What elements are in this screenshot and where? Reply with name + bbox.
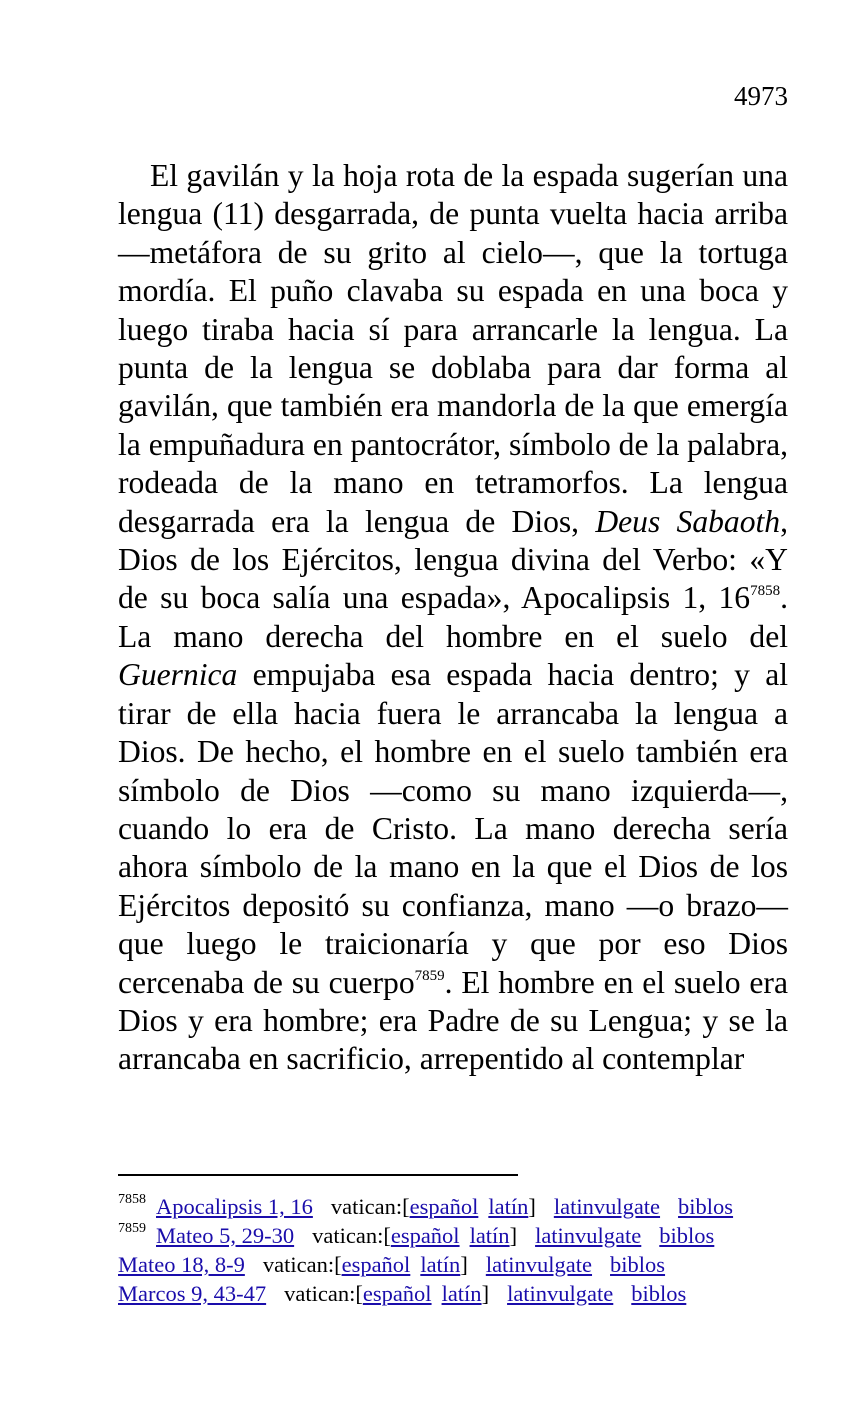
latin-link[interactable]: latín xyxy=(441,1281,482,1306)
body-text-part-4: empujaba esa espada hacia dentro; y al tirar de ella hacia fuera le arrancaba la lengua a Dios. De hecho, el hombre en el suelo también era símbolo de Dios —como su mano izquierda—, cuando lo era de Cristo. La mano derecha sería ahora símbolo de la mano en la que el Dios de los Ejércitos depositó su confianza, mano —o brazo— que luego le traicionaría y que por eso Dios cercenaba de su cuerpo xyxy=(118,657,788,1000)
footnote-line xyxy=(118,1250,798,1279)
vatican-prefix: vatican:[ xyxy=(284,1281,363,1306)
body-text-part-2: , Dios de los Ejércitos, lengua divina del Verbo: «Y de su boca salía una espada», Apocalipsis 1, 16 xyxy=(118,503,788,616)
latinvulgate-link[interactable]: latinvulgate xyxy=(535,1223,642,1248)
vatican-suffix: ] xyxy=(460,1252,468,1277)
spanish-link[interactable]: español xyxy=(390,1223,460,1248)
body-text-part-3: . La mano derecha del hombre en el suelo del xyxy=(118,580,788,654)
latinvulgate-link[interactable]: latinvulgate xyxy=(507,1281,614,1306)
spanish-link[interactable]: español xyxy=(409,1194,479,1219)
footnote-line xyxy=(118,1221,798,1250)
body-text-part-1: El gavilán y la hoja rota de la espada sugerían una lengua (11) desgarrada, de punta vuelta hacia arriba —metáfora de su grito al cielo—, que la tortuga mordía. El puño clavaba su espada en una boca y luego tiraba hacia sí para arrancarle la lengua. La punta de la lengua se doblaba para dar forma al gavilán, que también era mandorla de la que emergía la empuñadura en pantocrátor, símbolo de la palabra, rodeada de la mano en tetramorfos. La lengua desgarrada era la lengua de Dios, xyxy=(118,158,788,539)
vatican-suffix: ] xyxy=(528,1194,536,1219)
vatican-prefix: vatican:[ xyxy=(312,1223,391,1248)
footnotes xyxy=(118,1192,798,1308)
spanish-link[interactable]: español xyxy=(362,1281,432,1306)
footnote-ref-7859[interactable]: 7859 xyxy=(414,967,445,984)
body-text-part-5: . El hombre en el suelo era Dios y era hombre; era Padre de su Lengua; y se la arrancaba en sacrificio, arrepentido al contemplar xyxy=(118,964,788,1077)
footnote-line xyxy=(118,1279,798,1308)
latin-link[interactable]: latín xyxy=(420,1252,461,1277)
footnote-separator xyxy=(118,1174,518,1176)
footnote-reference-link[interactable]: Marcos 9, 43-47 xyxy=(118,1281,267,1306)
vatican-prefix: vatican:[ xyxy=(330,1194,410,1219)
biblos-link[interactable]: biblos xyxy=(610,1252,666,1277)
biblos-link[interactable]: biblos xyxy=(631,1281,687,1306)
latin-link[interactable]: latín xyxy=(488,1194,529,1219)
page-number: 4973 xyxy=(734,81,788,111)
footnote-ref-7858[interactable]: 7858 xyxy=(750,583,781,600)
latinvulgate-link[interactable]: latinvulgate xyxy=(553,1194,661,1219)
emphasis-deus-sabaoth: Deus Sabaoth xyxy=(595,503,781,539)
vatican-prefix: vatican:[ xyxy=(262,1252,342,1277)
vatican-suffix: ] xyxy=(509,1223,518,1248)
body-paragraph xyxy=(118,157,788,1079)
vatican-suffix: ] xyxy=(481,1281,490,1306)
biblos-link[interactable]: biblos xyxy=(659,1223,715,1248)
latinvulgate-link[interactable]: latinvulgate xyxy=(485,1252,593,1277)
latin-link[interactable]: latín xyxy=(469,1223,510,1248)
emphasis-guernica: Guernica xyxy=(118,657,238,693)
footnote-reference-link[interactable]: Mateo 18, 8-9 xyxy=(118,1252,245,1277)
footnote-reference-link[interactable]: Apocalipsis 1, 16 xyxy=(156,1194,313,1219)
biblos-link[interactable]: biblos xyxy=(678,1194,734,1219)
footnote-reference-link[interactable]: Mateo 5, 29-30 xyxy=(156,1223,295,1248)
spanish-link[interactable]: español xyxy=(341,1252,411,1277)
footnote-line xyxy=(118,1192,798,1221)
footnote-number: 7858 xyxy=(118,1192,146,1207)
footnote-number: 7859 xyxy=(118,1221,146,1236)
